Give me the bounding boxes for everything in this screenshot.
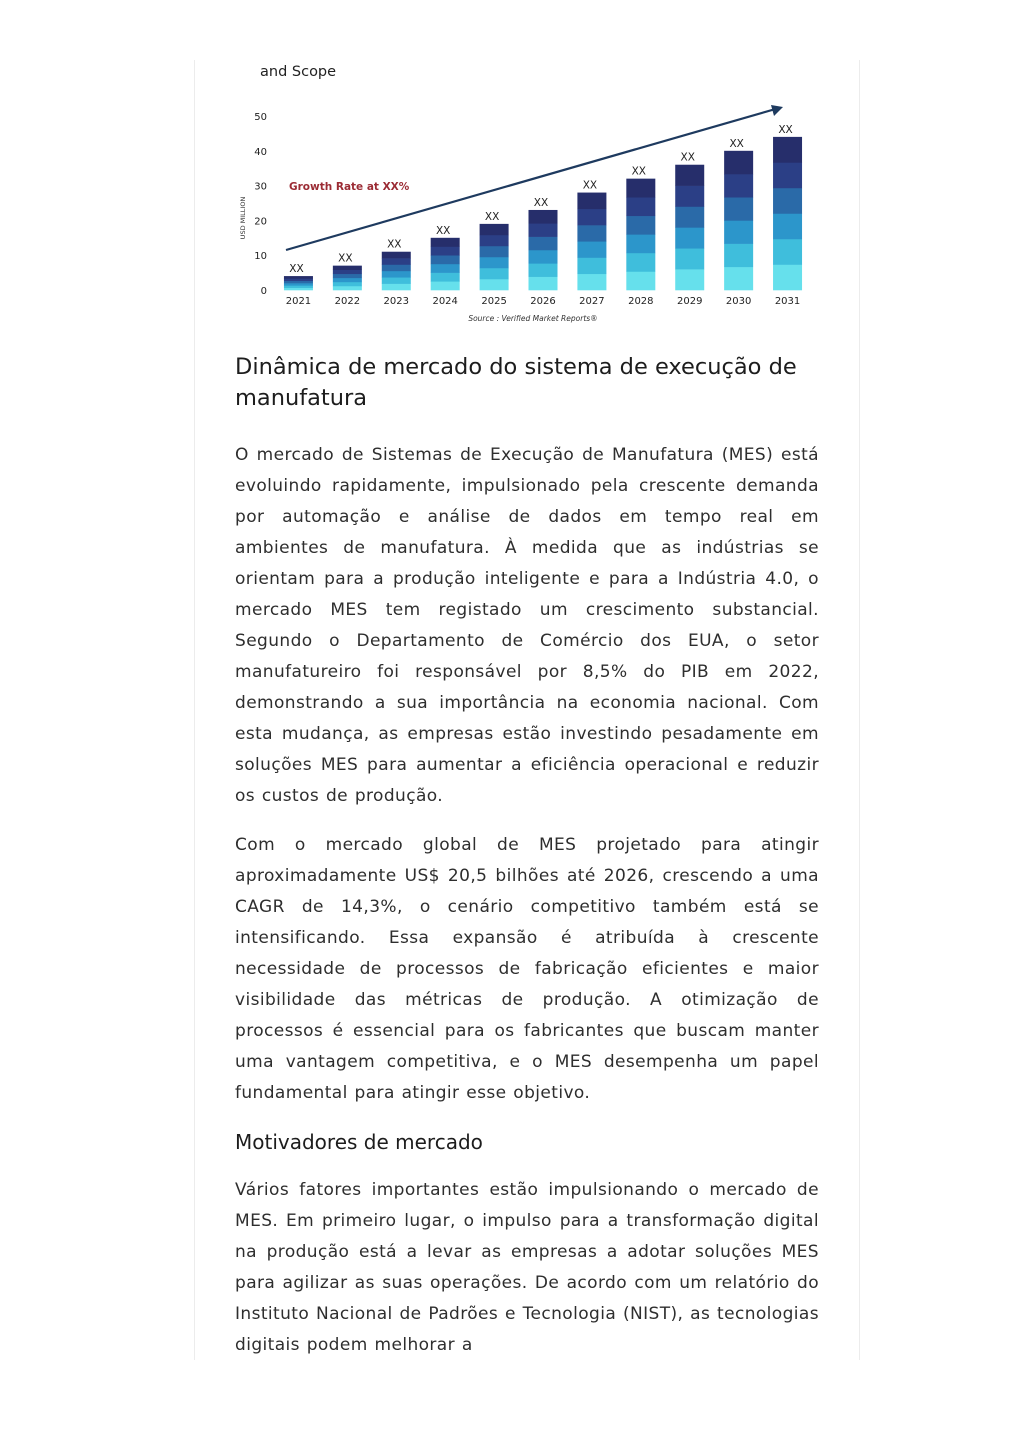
chart-bar-segment bbox=[382, 271, 411, 278]
chart-bar-segment bbox=[773, 213, 802, 239]
chart-bar-segment bbox=[773, 264, 802, 290]
chart-bar-segment bbox=[626, 271, 655, 290]
chart-bar-2028 bbox=[626, 179, 655, 291]
growth-arrowhead bbox=[771, 105, 783, 116]
chart-bar-segment bbox=[480, 235, 509, 246]
chart-bar-segment bbox=[480, 224, 509, 235]
chart-bar-segment bbox=[382, 277, 411, 284]
chart-bar-segment bbox=[431, 281, 460, 290]
chart-bar-segment bbox=[529, 277, 558, 291]
chart-bar-label-2028: XX bbox=[631, 165, 647, 178]
chart-bar-segment bbox=[284, 276, 313, 279]
chart-bar-segment bbox=[480, 257, 509, 268]
section-heading-market-drivers: Motivadores de mercado bbox=[235, 1130, 483, 1154]
chart-y-tick-3: 30 bbox=[254, 181, 267, 193]
chart-bar-segment bbox=[577, 209, 606, 226]
chart-y-ticks bbox=[254, 112, 267, 297]
chart-bar-label-2030: XX bbox=[729, 137, 744, 150]
paragraph-1: O mercado de Sistemas de Execução de Manufatura (MES) está evoluindo rapidamente, impulsionado pela crescente demanda por automação e análise de dados em tempo real em ambientes de manufatura. À medida que as indústrias se orientam para a produção inteligente e para a Indústria 4.0, o mercado MES tem registado um crescimento substancial. Segundo o Departamento de Comércio dos EUA, o setor manufatureiro foi responsável por 8,5% do PIB em 2022, demonstrando a sua importância na economia nacional. Com esta mudança, as empresas estão investindo pesadamente em soluções MES para aumentar a eficiência operacional e reduzir os custos de produção. bbox=[235, 445, 819, 806]
market-chart-svg bbox=[231, 60, 823, 335]
chart-bar-2023 bbox=[382, 252, 411, 291]
chart-bar-segment bbox=[773, 162, 802, 188]
chart-bar-2022 bbox=[333, 266, 362, 291]
chart-bar-segment bbox=[529, 237, 558, 251]
chart-bar-segment bbox=[529, 210, 558, 224]
chart-bar-2031 bbox=[773, 137, 802, 290]
chart-x-tick-2030: 2030 bbox=[725, 296, 752, 307]
chart-bar-segment bbox=[724, 174, 753, 198]
chart-bar-segment bbox=[724, 197, 753, 221]
chart-bar-segment bbox=[284, 288, 313, 291]
chart-bar-segment bbox=[675, 165, 704, 186]
chart-bar-segment bbox=[382, 258, 411, 265]
chart-bar-segment bbox=[675, 186, 704, 207]
chart-bar-segment bbox=[675, 248, 704, 269]
chart-bar-label-2031: XX bbox=[778, 123, 793, 136]
chart-bar-2021 bbox=[284, 276, 313, 290]
chart-bar-2027 bbox=[577, 193, 606, 291]
chart-bar-segment bbox=[431, 255, 460, 264]
chart-bar-segment bbox=[577, 225, 606, 242]
chart-bar-label-2023: XX bbox=[387, 238, 402, 251]
chart-bar-2024 bbox=[431, 238, 460, 290]
chart-x-ticks bbox=[286, 296, 801, 307]
chart-bar-2026 bbox=[529, 210, 558, 290]
chart-bar-segment bbox=[724, 151, 753, 175]
chart-x-tick-2031: 2031 bbox=[774, 296, 801, 307]
chart-bar-segment bbox=[773, 188, 802, 214]
chart-bar-label-2026: XX bbox=[533, 196, 549, 209]
chart-bar-segment bbox=[529, 263, 558, 277]
chart-bar-segment bbox=[529, 223, 558, 237]
chart-bar-segment bbox=[626, 216, 655, 235]
chart-bar-segment bbox=[333, 266, 362, 270]
chart-bar-segment bbox=[577, 258, 606, 275]
chart-bar-segment bbox=[382, 284, 411, 291]
chart-x-tick-2029: 2029 bbox=[677, 296, 703, 307]
chart-bars bbox=[284, 137, 802, 290]
chart-bar-segment bbox=[382, 264, 411, 271]
chart-bar-segment bbox=[577, 274, 606, 291]
chart-x-tick-2021: 2021 bbox=[285, 296, 312, 307]
chart-y-tick-1: 10 bbox=[254, 251, 267, 263]
chart-bar-segment bbox=[675, 269, 704, 290]
chart-bar-segment bbox=[724, 267, 753, 291]
chart-x-tick-2024: 2024 bbox=[432, 296, 458, 307]
chart-x-tick-2026: 2026 bbox=[530, 296, 556, 307]
chart-x-tick-2028: 2028 bbox=[628, 296, 654, 307]
chart-annotation: Growth Rate at XX% bbox=[289, 181, 410, 193]
chart-bar-segment bbox=[724, 220, 753, 244]
chart-source: Source : Verified Market Reports® bbox=[468, 314, 598, 323]
chart-y-tick-0: 0 bbox=[260, 286, 267, 297]
chart-bar-segment bbox=[431, 247, 460, 256]
chart-bar-segment bbox=[577, 193, 606, 210]
chart-y-tick-4: 40 bbox=[254, 146, 267, 158]
chart-bar-label-2025: XX bbox=[484, 210, 500, 223]
chart-bar-segment bbox=[577, 241, 606, 258]
chart-bar-segment bbox=[626, 197, 655, 216]
market-chart bbox=[231, 60, 823, 335]
chart-bar-segment bbox=[626, 234, 655, 253]
chart-bar-label-2022: XX bbox=[338, 252, 353, 265]
chart-bar-segment bbox=[431, 238, 460, 247]
chart-bar-2029 bbox=[675, 165, 704, 291]
chart-bar-label-2029: XX bbox=[680, 151, 695, 164]
chart-title: and Scope bbox=[260, 64, 337, 80]
chart-bar-label-2027: XX bbox=[582, 179, 598, 192]
chart-bar-segment bbox=[675, 227, 704, 248]
section-heading-market-dynamics: Dinâmica de mercado do sistema de execução de manufatura bbox=[235, 354, 797, 411]
paragraph-2: Com o mercado global de MES projetado para atingir aproximadamente US$ 20,5 bilhões até 2026, crescendo a uma CAGR de 14,3%, o cenário competitivo também está se intensificando. Essa expansão é atribuída à crescente necessidade de processos de fabricação eficientes e maior visibilidade das métricas de produção. A otimização de processos é essencial para os fabricantes que buscam manter uma vantagem competitiva, e o MES desempenha um papel fundamental para atingir esse objetivo. bbox=[235, 835, 819, 1103]
chart-bar-2025 bbox=[480, 224, 509, 290]
chart-bar-segment bbox=[333, 270, 362, 274]
chart-bar-segment bbox=[333, 286, 362, 290]
chart-x-tick-2022: 2022 bbox=[334, 296, 361, 307]
chart-bar-segment bbox=[333, 278, 362, 282]
chart-bar-label-2024: XX bbox=[435, 224, 451, 237]
chart-bar-segment bbox=[773, 137, 802, 163]
chart-y-tick-5: 50 bbox=[254, 112, 267, 123]
chart-bar-segment bbox=[626, 253, 655, 272]
chart-x-tick-2027: 2027 bbox=[579, 296, 605, 307]
chart-bar-segment bbox=[431, 264, 460, 273]
chart-bar-segment bbox=[480, 268, 509, 279]
chart-bar-segment bbox=[284, 278, 313, 281]
chart-bar-segment bbox=[626, 179, 655, 198]
chart-bar-segment bbox=[431, 273, 460, 282]
chart-x-tick-2023: 2023 bbox=[383, 296, 409, 307]
chart-bar-segment bbox=[382, 252, 411, 259]
chart-bar-segment bbox=[675, 206, 704, 227]
chart-bar-segment bbox=[480, 246, 509, 257]
chart-y-axis-label: USD MILLION bbox=[239, 196, 247, 240]
paragraph-3: Vários fatores importantes estão impulsionando o mercado de MES. Em primeiro lugar, o impulso para a transformação digital na produção está a levar as empresas a adotar soluções MES para agilizar as suas operações. De acordo com um relatório do Instituto Nacional de Padrões e Tecnologia (NIST), as tecnologias digitais podem melhorar a bbox=[235, 1180, 819, 1355]
chart-bar-label-2021: XX bbox=[289, 263, 304, 276]
chart-bar-segment bbox=[284, 283, 313, 286]
chart-bar-segment bbox=[724, 244, 753, 268]
article-body bbox=[235, 352, 819, 1360]
chart-y-tick-2: 20 bbox=[254, 216, 267, 228]
chart-bar-segment bbox=[529, 250, 558, 264]
article-card bbox=[194, 60, 860, 1360]
chart-bar-segment bbox=[284, 285, 313, 288]
chart-bar-segment bbox=[333, 274, 362, 278]
chart-x-tick-2025: 2025 bbox=[481, 296, 507, 307]
chart-bar-segment bbox=[333, 282, 362, 286]
chart-bar-segment bbox=[773, 239, 802, 265]
chart-bar-segment bbox=[480, 279, 509, 290]
chart-bar-segment bbox=[284, 281, 313, 284]
chart-bar-2030 bbox=[724, 151, 753, 290]
